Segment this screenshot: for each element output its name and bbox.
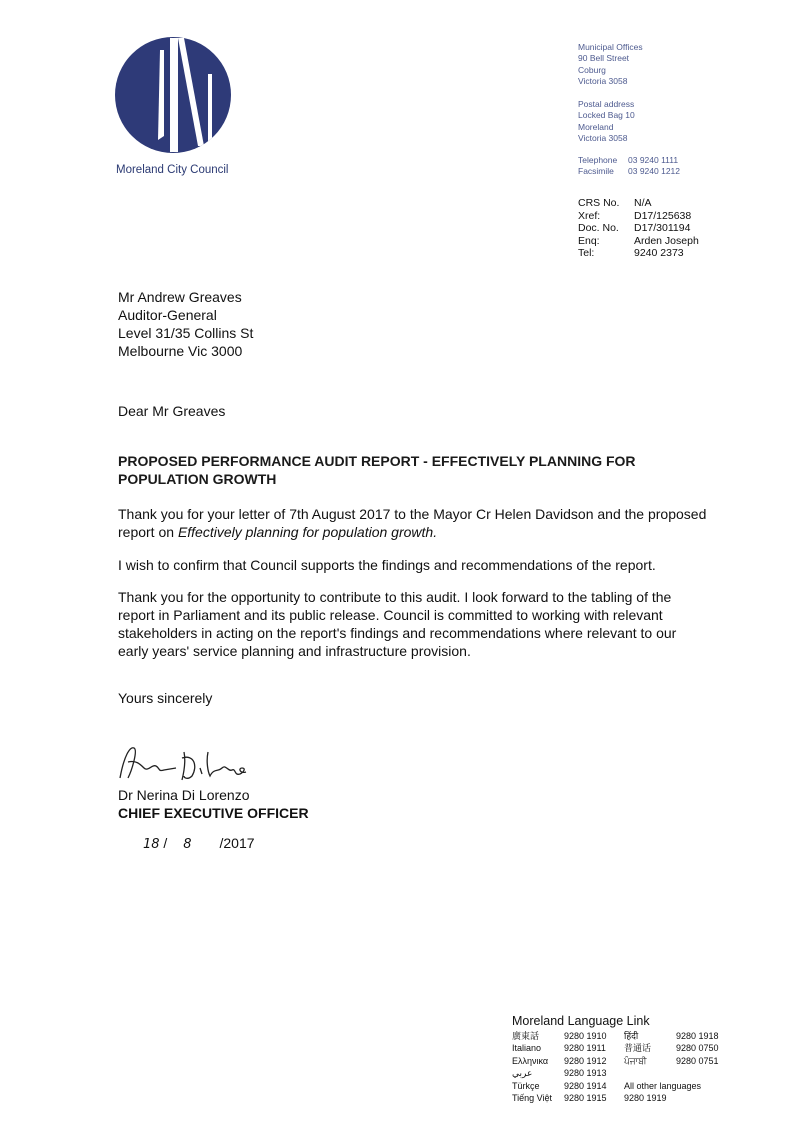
language-row (512, 1067, 740, 1079)
paragraph-2: I wish to confirm that Council supports the findings and recommendations of the report. (118, 557, 656, 573)
recipient-line: Auditor-General (118, 307, 217, 323)
reference-label: CRS No. (578, 197, 620, 209)
language-name: 廣東話 (512, 1031, 540, 1041)
address-line: Locked Bag 10 (578, 110, 635, 121)
reference-label: Doc. No. (578, 222, 619, 235)
language-number: 9280 1915 (564, 1092, 607, 1103)
municipal-offices-address (578, 42, 643, 87)
reference-label: Xref: (578, 209, 601, 222)
language-number: 9280 1914 (564, 1080, 607, 1091)
date-month: 8 (183, 837, 192, 852)
reference-label: Enq: (578, 234, 600, 247)
reference-value: Arden Joseph (634, 234, 699, 247)
language-link-title: Moreland Language Link (512, 1014, 650, 1028)
recipient-line: Level 31/35 Collins St (118, 325, 254, 341)
paragraph-text: Thank you for your letter of 7th August 2017 to the Mayor Cr Helen Davidson and the proposed report on (118, 506, 707, 540)
reference-value: D17/301194 (634, 222, 691, 235)
language-number: 9280 1913 (564, 1068, 607, 1079)
language-number: 9280 0751 (676, 1055, 719, 1066)
telephone-label: Telephone (578, 155, 618, 165)
report-title: Effectively planning for population growth. (177, 524, 438, 540)
date-line (143, 835, 255, 852)
address-line: Coburg (578, 64, 606, 75)
date-day: 18 (143, 837, 160, 852)
language-row (512, 1092, 740, 1104)
language-name: Italiano (512, 1043, 542, 1054)
address-line: Victoria 3058 (578, 132, 628, 143)
council-name: Moreland City Council (116, 164, 229, 176)
language-name: All other languages (624, 1080, 702, 1091)
language-name: Tiếng Việt (512, 1092, 553, 1103)
date-year: /2017 (219, 835, 255, 851)
language-name: हिंदी (624, 1031, 639, 1041)
subject-heading: PROPOSED PERFORMANCE AUDIT REPORT - EFFECTIVELY PLANNING FOR POPULATION GROWTH (118, 453, 636, 487)
date-separator: / (159, 835, 172, 851)
language-row (512, 1055, 740, 1067)
reference-value: N/A (634, 197, 652, 209)
signer-title: CHIEF EXECUTIVE OFFICER (118, 805, 309, 821)
facsimile-number: 03 9240 1212 (628, 166, 680, 177)
reference-row (578, 235, 699, 248)
signer-name: Dr Nerina Di Lorenzo (118, 787, 250, 803)
language-name: عربي (512, 1068, 533, 1079)
language-number: 9280 0750 (676, 1043, 719, 1054)
language-row (512, 1042, 740, 1054)
paragraph-1 (118, 505, 708, 541)
language-name: Türkçe (512, 1080, 540, 1091)
council-logo (114, 36, 232, 154)
language-number: 9280 1919 (624, 1092, 667, 1103)
reference-block (578, 197, 699, 260)
language-row (512, 1080, 740, 1092)
language-number: 9280 1912 (564, 1055, 607, 1066)
closing: Yours sincerely (118, 690, 213, 706)
postal-address (578, 99, 635, 144)
language-link-table (512, 1030, 740, 1104)
language-number: 9280 1918 (676, 1031, 719, 1041)
contact-numbers (578, 155, 680, 178)
language-name: Ελληνικα (512, 1055, 549, 1066)
recipient-line: Melbourne Vic 3000 (118, 343, 243, 359)
reference-row (578, 197, 699, 210)
handwritten-signature (114, 738, 264, 786)
address-line: Postal address (578, 99, 635, 109)
language-number: 9280 1910 (564, 1031, 607, 1041)
recipient-line: Mr Andrew Greaves (118, 289, 242, 305)
language-name: ਪੰਜਾਬੀ (624, 1055, 647, 1066)
language-row (512, 1030, 740, 1042)
reference-row (578, 210, 699, 223)
language-name (624, 1067, 676, 1079)
facsimile-label: Facsimile (578, 166, 614, 177)
recipient-address (118, 288, 253, 360)
language-number: 9280 1911 (564, 1043, 606, 1054)
reference-value: D17/125638 (634, 209, 692, 222)
language-number (676, 1067, 740, 1079)
reference-label: Tel: (578, 247, 595, 260)
reference-value: 9240 2373 (634, 247, 684, 260)
address-line: Moreland (578, 121, 614, 132)
paragraph-3: Thank you for the opportunity to contribute to this audit. I look forward to the tabling of the report in Parliament and its public release. Council is committed to working with relevant stakeholders in acting on the report's findings and recommendations where relevant to our early years' service planning and infrastructure provision. (118, 589, 677, 659)
reference-row (578, 222, 699, 235)
telephone-number: 03 9240 1111 (628, 155, 679, 165)
address-line: Municipal Offices (578, 42, 643, 52)
reference-row (578, 247, 699, 260)
language-name: 普通话 (624, 1043, 652, 1054)
address-line: 90 Bell Street (578, 53, 630, 64)
address-line: Victoria 3058 (578, 75, 628, 86)
salutation: Dear Mr Greaves (118, 403, 226, 419)
